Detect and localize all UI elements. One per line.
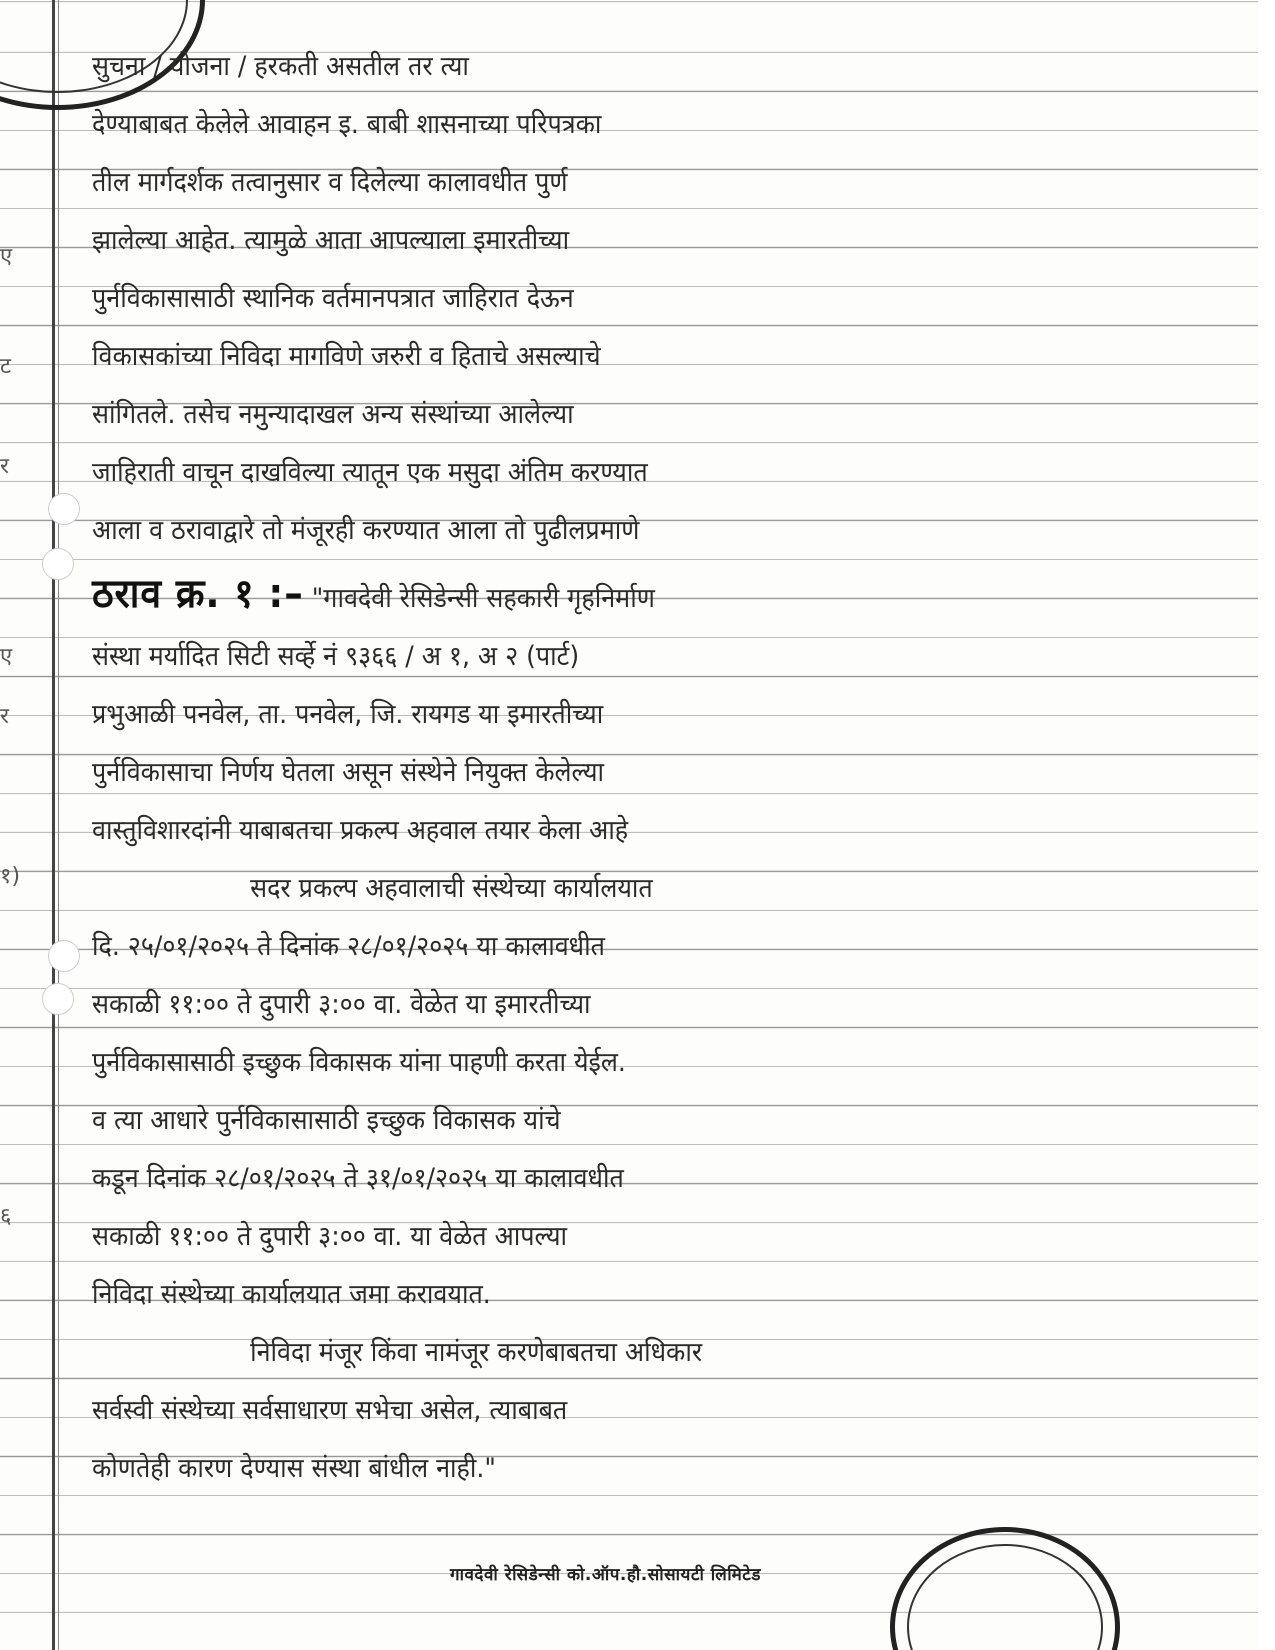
margin-mark: ए [0,644,13,669]
text-line: पुर्नविकासाचा निर्णय घेतला असून संस्थेने नियुक्त केलेल्या [92,757,605,788]
punch-hole [48,493,80,525]
text-line: निविदा मंजूर किंवा नामंजूर करणेबाबतचा अधिकार [250,1337,703,1368]
text-line: कोणतेही कारण देण्यास संस्था बांधील नाही." [92,1453,496,1484]
margin-mark: ए [0,244,13,269]
text-line: सकाळी ११:०० ते दुपारी ३:०० वा. वेळेत या इमारतीच्या [92,989,591,1020]
text-line: पुर्नविकासासाठी स्थानिक वर्तमानपत्रात जाहिरात देऊन [92,283,574,314]
punch-hole [42,983,74,1015]
text-line: विकासकांच्या निविदा मागविणे जरुरी व हिताचे असल्याचे [92,341,601,372]
margin-rule-inner [58,0,59,1650]
text-line: वास्तुविशारदांनी याबाबतचा प्रकल्प अहवाल तयार केला आहे [92,815,629,846]
text-line: पुर्नविकासासाठी इच्छुक विकासक यांना पाहणी करता येईल. [92,1047,626,1078]
text-line: आला व ठरावाद्वारे तो मंजूरही करण्यात आला तो पुढीलप्रमाणे [92,515,640,546]
text-line: सुचना / योजना / हरकती असतील तर त्या [92,51,469,82]
text-line: सकाळी ११:०० ते दुपारी ३:०० वा. या वेळेत आपल्या [92,1221,568,1252]
text-line: व त्या आधारे पुर्नविकासासाठी इच्छुक विकासक यांचे [92,1105,561,1136]
margin-rule [52,0,55,1650]
text-line: प्रभुआळी पनवेल, ता. पनवेल, जि. रायगड या इमारतीच्या [92,699,604,730]
text-line: सर्वस्वी संस्थेच्या सर्वसाधारण सभेचा असेल, त्याबाबत [92,1395,568,1426]
text-line: संस्था मर्यादित सिटी सर्व्हे नं ९३६६ / अ १, अ २ (पार्ट) [92,641,580,672]
text-line: कडून दिनांक २८/०१/२०२५ ते ३१/०१/२०२५ या कालावधीत [92,1163,624,1194]
text-line: दि. २५/०१/२०२५ ते दिनांक २८/०१/२०२५ या कालावधीत [92,931,605,962]
text-line: जाहिराती वाचून दाखविल्या त्यातून एक मसुदा अंतिम करण्यात [92,457,648,488]
text-line: निविदा संस्थेच्या कार्यालयात जमा करावयात. [92,1279,491,1310]
intro-paragraph [92,38,1124,560]
scan-border [1258,0,1275,1650]
resolution-paragraph [92,565,1124,1498]
punch-hole [42,548,74,580]
text-line: सांगितले. तसेच नमुन्यादाखल अन्य संस्थांच्या आलेल्या [92,399,574,430]
resolution-heading-line [92,565,1124,628]
margin-mark: र [0,704,9,729]
margin-mark: ट [0,354,12,379]
resolution-number: ठराव क्र. १ :– [92,571,304,617]
text-line: "गावदेवी रेसिडेन्सी सहकारी गृहनिर्माण [311,583,655,614]
margin-mark: र [0,454,9,479]
punch-hole [48,940,80,972]
text-line: झालेल्या आहेत. त्यामुळे आता आपल्याला इमारतीच्या [92,225,570,256]
margin-mark: १) [0,864,21,889]
margin-mark: ६ [0,1204,12,1229]
society-name-stamp: गावदेवी रेसिडेन्सी को.ऑप.हौ.सोसायटी लिमिटेड [450,1565,761,1585]
text-line: तील मार्गदर्शक तत्वानुसार व दिलेल्या कालावधीत पुर्ण [92,167,568,198]
text-line: सदर प्रकल्प अहवालाची संस्थेच्या कार्यालयात [250,873,653,904]
round-seal-bottom [890,1527,1120,1650]
text-line: देण्याबाबत केलेले आवाहन इ. बाबी शासनाच्या परिपत्रका [92,109,602,140]
